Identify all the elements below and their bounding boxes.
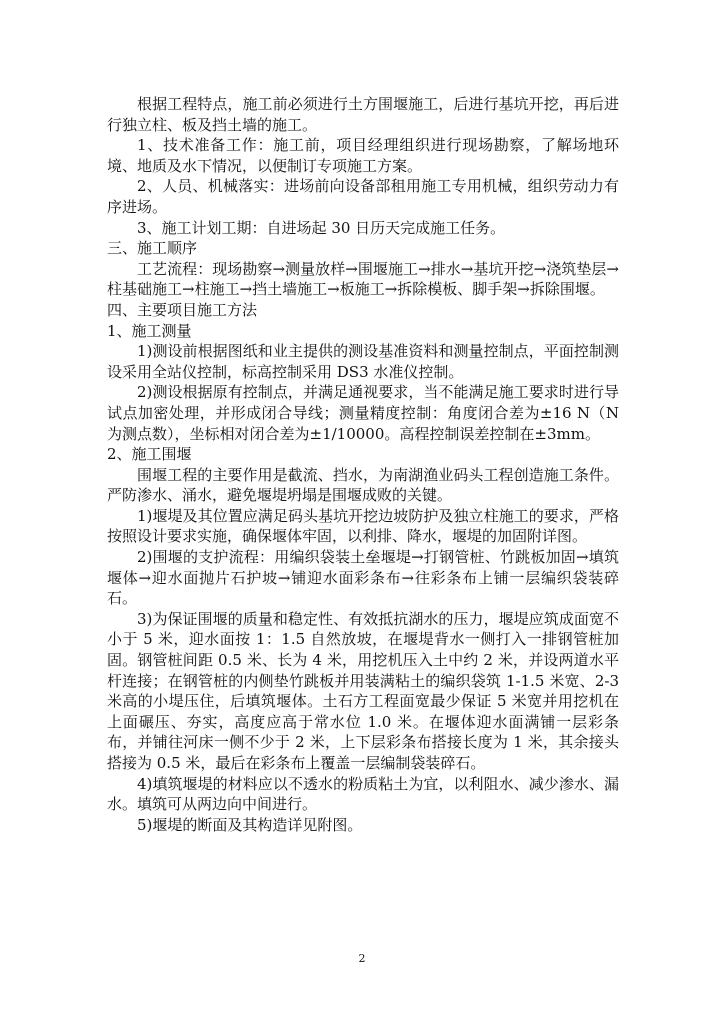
cofferdam-item-3: 3)为保证围堰的质量和稳定性、有效抵抗湖水的压力，堰堤应筑成面宽不小于 5 米，迎水面按 1：1.5 自然放坡，在堰堤背水一侧打入一排钢管桩加固。钢管桩间距 0.5 米、长为 4 米，用挖机压入土中约 2 米，并设两道水平杆连接；在钢管桩的内侧垫竹跳板并用装满粘土的编织袋筑 1-1.5 米宽、2-3 米高的小堤压住，后填筑堰体。土石方工程面宽最少保证 5 米宽并用挖机在上面碾压、夯实，高度应高于常水位 1.0 米。在堰体迎水面满铺一层彩条布，并铺往河床一侧不少于 2 米，上下层彩条布搭接长度为 1 米，其余接头搭接为 0.5 米，最后在彩条布上覆盖一层编制袋装碎石。 (107, 609, 619, 772)
intro-paragraph: 根据工程特点，施工前必须进行土方围堰施工，后进行基坑开挖，再后进行独立柱、板及挡土墙的施工。 (107, 95, 619, 134)
section-heading-construction-sequence: 三、施工顺序 (107, 239, 198, 258)
survey-item-1: 1)测设前根据图纸和业主提供的测设基准资料和测量控制点，平面控制测设采用全站仪控制，标高控制采用 DS3 水准仪控制。 (107, 342, 619, 381)
subsection-heading-survey: 1、施工测量 (107, 321, 192, 340)
survey-item-2: 2)测设根据原有控制点，并满足通视要求，当不能满足施工要求时进行导试点加密处理，并形成闭合导线；测量精度控制：角度闭合差为±16 N（N 为测点数），坐标相对闭合差为±1/10000。高程控制误差控制在±3mm。 (107, 383, 619, 443)
page-number: 2 (358, 952, 366, 965)
cofferdam-item-1: 1)堰堤及其位置应满足码头基坑开挖边坡防护及独立柱施工的要求，严格按照设计要求实施，确保堰体牢固，以利排、降水，堰堤的加固附详图。 (107, 506, 619, 546)
cofferdam-intro-paragraph: 围堰工程的主要作用是截流、挡水，为南湖渔业码头工程创造施工条件。严防渗水、涌水，避免堰堤坍塌是围堰成败的关键。 (107, 465, 619, 505)
subsection-heading-cofferdam: 2、施工围堰 (107, 445, 192, 464)
cofferdam-item-2: 2)围堰的支护流程：用编织袋装土垒堰堤→打钢管桩、竹跳板加固→填筑堰体→迎水面抛片石护坡→铺迎水面彩条布→往彩条布上铺一层编织袋装碎石。 (107, 548, 619, 608)
process-flow-paragraph: 工艺流程：现场勘察→测量放样→围堰施工→排水→基坑开挖→浇筑垫层→柱基础施工→柱施工→挡土墙施工→板施工→拆除模板、脚手架→拆除围堰。 (107, 259, 619, 299)
section-heading-methods: 四、主要项目施工方法 (107, 300, 258, 319)
personnel-machinery-paragraph: 2、人员、机械落实：进场前向设备部租用施工专用机械，组织劳动力有序进场。 (107, 177, 619, 216)
schedule-paragraph: 3、施工计划工期：自进场起 30 日历天完成施工任务。 (137, 218, 506, 237)
document-body (107, 94, 619, 835)
technical-prep-paragraph: 1、技术准备工作：施工前，项目经理组织进行现场勘察，了解场地环境、地质及水下情况，以便制订专项施工方案。 (107, 136, 619, 175)
cofferdam-item-4: 4)填筑堰堤的材料应以不透水的粉质粘土为宜，以利阻水、减少渗水、漏水。填筑可从两边向中间进行。 (107, 774, 619, 814)
cofferdam-item-5: 5)堰堤的断面及其构造详见附图。 (137, 815, 363, 834)
